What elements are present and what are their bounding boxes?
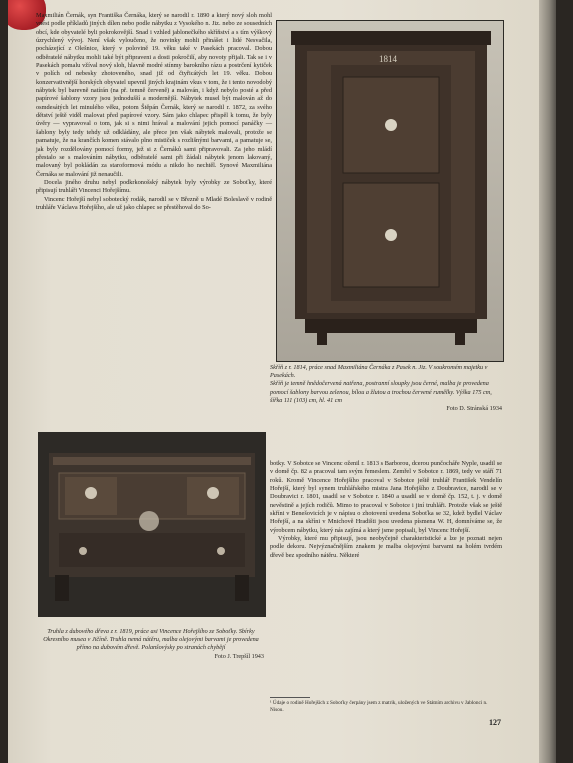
book-page	[8, 0, 556, 763]
wardrobe-credit: Foto D. Stránská 1934	[446, 405, 502, 413]
paragraph: botky. V Sobotce se Vincenc oženil r. 1813 s Barborou, dcerou punčocháře Nyple, usadil se v domě čp. 82 a pracoval tam svým řemeslem. Zemřel v Sobotce r. 1869, tedy ve stáří 71 roků. Kromě Vincence Hořejšího pracoval v Sobotce ještě truhlář František Vendelín Hořejší, který byl synem truhlářského mistra Jana Hořejšího z Doubravice, narodil se v Doubravici r. 1801, usadil se v Sobotce r. 1840 a usadil se v domě čp. 152, t. j. v domě nevěstině a jejích rodičů. Mimo to pracoval v Sobotce i jiní truhláři. Protože však se ještě skříni v Benešovicích je v nápisu o zhotovení uvedena Soboťka se 32, kdež bydlel Václav Hořejší, a na skříni v Mnichově Hradišti jsou uvedena písmena W. H, domníváme se, že výrobcem nábytku, který nás zajímá a který jsme popisali, byl Vincenc Hořejší.	[270, 460, 502, 534]
page-number: 127	[489, 718, 501, 727]
wardrobe-illustration	[277, 21, 503, 361]
main-text-column	[36, 12, 272, 212]
chest-photo	[38, 432, 266, 617]
chest-caption	[38, 628, 264, 661]
wardrobe-photo	[276, 20, 504, 362]
wardrobe-caption	[270, 364, 502, 413]
footnote: ¹ Údaje o rodině Hořejších z Soboťky čerpány jsem z matrik, uložených ve Státním archivu v Jablonci n. Nisou.	[270, 700, 488, 713]
chest-caption-text: Truhla z dubového dřeva z r. 1819, práce asi Vincence Hořejšího ze Soboťky. Sbírky Okresního musea v Jičíně. Truhla nemá nátěru, malba olejovými barvami je provedena přímo na dubovém dřevě. Polanšovýsky po stranách chybějí	[43, 628, 259, 652]
wardrobe-caption-title: Skříň z r. 1814, práce snad Maxmiliána Černáka z Pasek n. Jiz. V soukromém majetku v Pasekách.	[270, 364, 488, 380]
chest-illustration	[39, 433, 265, 616]
chest-credit: Foto J. Trepšíl 1943	[214, 652, 264, 660]
paragraph: Docela jiného druhu nebyl podkrkonošský nábytek byly výrobky ze Soboťky, které připisují truhláři Vincenci Hořejšímu.	[36, 178, 272, 195]
paragraph: Maxmilián Černák, syn Františka Černáka, který se narodil r. 1890 a který nový sloh mohl vnést podle příkladů jiných dílen nebo podle nábytku z Vysokého n. Jiz. nebo ze sousedních obcí, kde obyvatelé byli pokrokovější. Snad i vzhled jablonečkého skříňství a s tím výškový úzrychlený vývoj. Není však vyloučeno, že novinky mohli přinášet i lidé Nesvačila, pocházející z Olešnice, který v polovině 19. věku také v Pasekách pracoval. Dobou odběratelé nábytku mohli také být připraveni a dosti pokročilí, aby novoty přijali. Tak se i v Pasekách pomalu vžíval nový sloh, hlavně modré stínmy barokního rázu a postrčení kytiček v polích od nebesky zhotoveného, snad již od čtyřicátých let 19. věku. Dobou konzervativnější horských obyvatel upevnil jiných krajinám vkus v tom, že i tento novodobý nábytek byl barevně natírán (na př. temně červeně) a malován, i když nebylo posté a před papírové šablony vzory jsou jednodušší a modernější. Nábytek musel být malován až do osmdesátých let minulého věku, potom Štěpán Černák, který se narodil r. 1872, za svého dětství ještě viděl malovat před papírové vzory. Sám jako chlapec přispěl k tomu, že byly úvěry — vypravoval o tom, jak si s nimi hrával a malování jejich pomocí panáčky — šablony byly tedy tehdy už odkládány, ale přece jen však nábytek malovali, protože se pamatuje, že na krančích komen stávalo plno mističek s rozlišnými barvami, a pamatuje se, jak byly rozdělovány pomocí formy, jež si z Černáků sami připravovali. Za jeho mládí přestalo se s malováním nábytku, odběratelé sami při žádali nábytek jenom lakovaný, malovaný byl pokládán za staroformová módu a nikdo ho nechtěl. Synové Maxmiliána Černáka se malování již nenaučili.	[36, 12, 272, 178]
footnote-rule	[270, 697, 310, 698]
right-text-column	[270, 460, 502, 560]
paragraph: Výrobky, které mu připisují, jsou neobyčejně charakteristické a lze je poznati nejen podle dekoru. Nejvýznačnějším znakem je malba olejovými barvami na holém tvrdém dřevě bez spodního nátěru. Některé	[270, 535, 502, 559]
wardrobe-date-label: 1814	[379, 54, 397, 64]
paragraph: Vincenc Hořejší nebyl sobotecký rodák, narodil se v Březně u Mladé Boleslavě v rodině truhláře Václava Hořejšího, ale už jako chlapec se přestěhoval do So-	[36, 195, 272, 211]
wardrobe-caption-detail: Skříň je temně hnědočervená natřena, postranní sloupky jsou černé, malba je provedena pomocí šablony barvou zelenou, bílou a žlutou a trochou červené rumělky. Výška 175 cm, šířka 111 (103) cm, hl. 41 cm	[270, 380, 492, 404]
book-spine-edge	[539, 0, 556, 763]
